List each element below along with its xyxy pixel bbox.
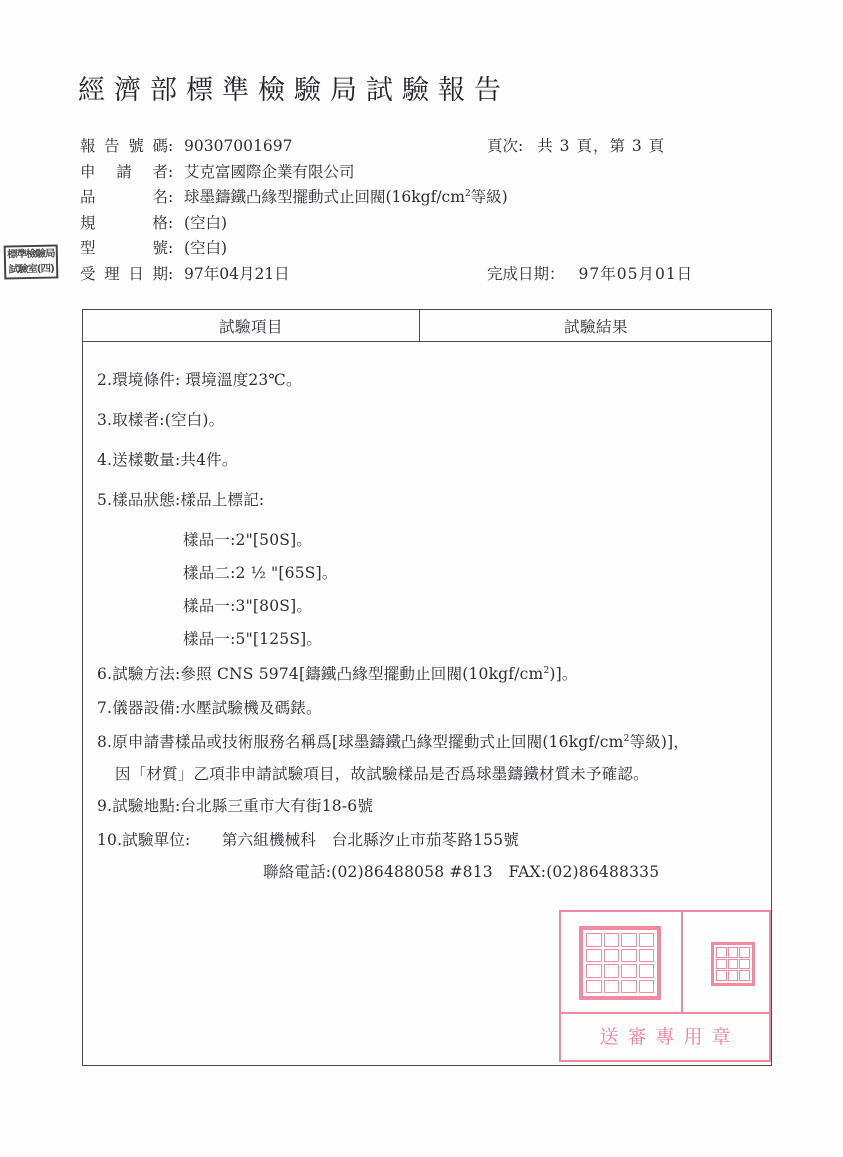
meta-row-applicant [80, 160, 780, 186]
meta-colon: : [168, 239, 174, 257]
signature-seal-icon [711, 942, 755, 986]
page-index-value: 共 3 頁，第 3 頁 [537, 137, 666, 155]
superscript-two: 2 [543, 665, 550, 676]
table-row: 9.試驗地點:台北縣三重市大有街18-6號 [97, 797, 374, 815]
meta-label-report-number: 報告號碼 [80, 137, 168, 155]
meta-label-model: 型 號 [80, 239, 168, 257]
superscript-two: 2 [464, 188, 471, 199]
page-title: 經濟部標準檢驗局試驗報告 [78, 75, 510, 106]
table-row: 樣品一:2"[50S]。 [183, 531, 313, 549]
approval-stamp-caption: 送審專用章 [599, 1026, 740, 1048]
black-seal-line-1: 標準檢驗局 [7, 248, 55, 261]
meta-colon: : [168, 264, 174, 283]
meta-colon: : [168, 162, 174, 181]
meta-value-model: (空白) [184, 239, 228, 257]
table-row: 5.樣品狀態:樣品上標記: [97, 491, 265, 509]
meta-row-model [80, 236, 780, 262]
table-body [83, 342, 771, 1065]
meta-colon: : [168, 188, 174, 206]
page-index-group [487, 134, 665, 160]
approval-stamp-seals [561, 912, 769, 1014]
meta-label-product-name: 品 名 [80, 188, 168, 206]
report-header-meta [80, 134, 780, 287]
page-index-label: 頁次: [487, 137, 524, 155]
column-header-test-item: 試驗項目 [218, 318, 283, 336]
table-row: 樣品一:3"[80S]。 [183, 597, 313, 615]
completion-date-value: 97年05月01日 [578, 264, 694, 283]
table-row: 樣品二:2 ½ "[65S]。 [183, 564, 338, 582]
meta-row-report-number [80, 134, 780, 160]
meta-colon: : [168, 137, 174, 155]
table-row: 8.原申請書樣品或技術服務名稱爲[球墨鑄鐵凸緣型擺動式止回閥($16kgf/cm^2$等級)]， [97, 733, 690, 751]
black-seal-line-2: 試驗室(四) [8, 263, 54, 276]
official-square-seal-icon [579, 926, 661, 1000]
meta-label-received-date: 受理日期 [80, 264, 168, 283]
approval-stamp-box [559, 910, 771, 1062]
table-row: 4.送樣數量:共4件。 [97, 451, 238, 469]
meta-row-received-date [80, 262, 780, 288]
table-row: 2.環境條件: 環境溫度23℃。 [97, 371, 302, 389]
table-row: 3.取樣者:(空白)。 [97, 411, 225, 429]
table-row: 聯絡電話:(02)86488058 #813 FAX:(02)86488335 [263, 863, 660, 881]
table-row: 7.儀器設備:水壓試驗機及碼錶。 [97, 699, 322, 717]
column-header-test-result: 試驗結果 [563, 318, 628, 336]
meta-row-specification [80, 211, 780, 237]
table-row: 10.試驗單位: 第六組機械科 台北縣汐止市茄苳路155號 [97, 831, 519, 849]
meta-value-applicant: 艾克富國際企業有限公司 [184, 162, 355, 181]
meta-label-specification: 規 格 [80, 213, 168, 232]
completion-date-group [487, 262, 693, 288]
table-header-row [83, 310, 771, 342]
meta-value-report-number: 90307001697 [184, 137, 293, 155]
meta-row-product-name [80, 185, 780, 211]
meta-label-applicant: 申 請 者 [80, 162, 168, 181]
meta-value-product-name: 球墨鑄鐵凸緣型擺動式止回閥($16kgf/cm^2$等級) [184, 188, 508, 206]
superscript-two: 2 [623, 733, 630, 744]
inspection-office-seal-icon [4, 244, 59, 279]
test-results-table [82, 309, 772, 1066]
stamp-box-divider [681, 912, 683, 1012]
table-row: 樣品一:5"[125S]。 [183, 630, 323, 648]
meta-value-specification: (空白) [184, 213, 228, 232]
table-row: 6.試驗方法:參照 CNS 5974[鑄鐵凸緣型擺動止回閥$(10kgf/cm^2)$]。 [97, 665, 578, 683]
completion-date-label: 完成日期： [487, 264, 565, 283]
table-row: 因「材質」乙項非申請試驗項目，故試驗樣品是否爲球墨鑄鐵材質未予確認。 [115, 765, 649, 783]
meta-value-received-date: 97年04月21日 [184, 264, 290, 283]
meta-colon: : [168, 213, 174, 232]
